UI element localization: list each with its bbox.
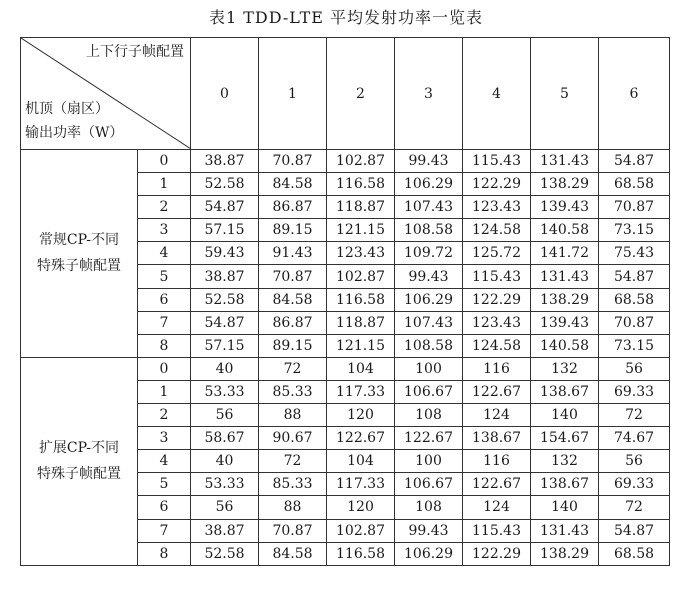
- group-label-cell: [21, 150, 138, 358]
- special-subframe-config-cell: 2: [138, 196, 191, 219]
- power-value-cell: 84.58: [259, 288, 327, 311]
- special-subframe-config-cell: 4: [138, 450, 191, 473]
- special-subframe-config-cell: 5: [138, 473, 191, 496]
- corner-header-cell: [21, 38, 191, 150]
- power-value-cell: 89.15: [259, 219, 327, 242]
- power-value-cell: 124: [463, 496, 531, 519]
- column-header: 2: [327, 38, 395, 150]
- power-value-cell: 116.58: [327, 173, 395, 196]
- power-value-cell: 40: [191, 357, 259, 380]
- power-value-cell: 106.67: [395, 380, 463, 403]
- power-value-cell: 38.87: [191, 519, 259, 542]
- power-value-cell: 53.33: [191, 473, 259, 496]
- power-value-cell: 124: [463, 404, 531, 427]
- power-value-cell: 140: [531, 496, 599, 519]
- power-value-cell: 69.33: [599, 380, 670, 403]
- header-row: [21, 38, 670, 150]
- power-value-cell: 68.58: [599, 173, 670, 196]
- power-value-cell: 108.58: [395, 219, 463, 242]
- power-value-cell: 122.67: [327, 427, 395, 450]
- power-value-cell: 52.58: [191, 173, 259, 196]
- power-value-cell: 100: [395, 450, 463, 473]
- power-value-cell: 140.58: [531, 219, 599, 242]
- power-value-cell: 118.87: [327, 311, 395, 334]
- power-value-cell: 107.43: [395, 196, 463, 219]
- power-value-cell: 131.43: [531, 265, 599, 288]
- power-value-cell: 72: [599, 404, 670, 427]
- special-subframe-config-cell: 0: [138, 357, 191, 380]
- power-value-cell: 116: [463, 357, 531, 380]
- corner-bottom-label: [25, 97, 123, 145]
- power-value-cell: 122.67: [463, 380, 531, 403]
- special-subframe-config-cell: 1: [138, 380, 191, 403]
- power-value-cell: 75.43: [599, 242, 670, 265]
- power-value-cell: 104: [327, 357, 395, 380]
- power-value-cell: 100: [395, 357, 463, 380]
- power-value-cell: 54.87: [599, 519, 670, 542]
- power-value-cell: 38.87: [191, 150, 259, 173]
- power-value-cell: 70.87: [259, 150, 327, 173]
- power-value-cell: 124.58: [463, 219, 531, 242]
- group-label-cell: [21, 357, 138, 565]
- power-value-cell: 139.43: [531, 311, 599, 334]
- power-value-cell: 56: [191, 496, 259, 519]
- power-value-cell: 154.67: [531, 427, 599, 450]
- power-value-cell: 57.15: [191, 219, 259, 242]
- power-value-cell: 122.29: [463, 542, 531, 565]
- power-value-cell: 54.87: [599, 265, 670, 288]
- power-value-cell: 57.15: [191, 334, 259, 357]
- power-value-cell: 90.67: [259, 427, 327, 450]
- power-value-cell: 68.58: [599, 542, 670, 565]
- power-value-cell: 52.58: [191, 288, 259, 311]
- power-value-cell: 58.67: [191, 427, 259, 450]
- power-value-cell: 56: [599, 450, 670, 473]
- power-value-cell: 116.58: [327, 542, 395, 565]
- power-value-cell: 138.67: [463, 427, 531, 450]
- power-value-cell: 108: [395, 404, 463, 427]
- power-value-cell: 89.15: [259, 334, 327, 357]
- power-value-cell: 131.43: [531, 150, 599, 173]
- power-value-cell: 56: [599, 357, 670, 380]
- power-value-cell: 121.15: [327, 219, 395, 242]
- group-label-line2: 特殊子帧配置: [37, 466, 121, 483]
- power-value-cell: 54.87: [599, 150, 670, 173]
- special-subframe-config-cell: 8: [138, 334, 191, 357]
- power-value-cell: 70.87: [259, 519, 327, 542]
- power-value-cell: 120: [327, 496, 395, 519]
- power-value-cell: 117.33: [327, 380, 395, 403]
- power-value-cell: 104: [327, 450, 395, 473]
- power-value-cell: 99.43: [395, 265, 463, 288]
- power-value-cell: 106.67: [395, 473, 463, 496]
- power-value-cell: 102.87: [327, 150, 395, 173]
- power-value-cell: 115.43: [463, 519, 531, 542]
- group-label-line2: 特殊子帧配置: [37, 258, 121, 275]
- power-value-cell: 59.43: [191, 242, 259, 265]
- power-value-cell: 138.29: [531, 288, 599, 311]
- power-value-cell: 138.67: [531, 380, 599, 403]
- power-value-cell: 117.33: [327, 473, 395, 496]
- column-header: 0: [191, 38, 259, 150]
- special-subframe-config-cell: 8: [138, 542, 191, 565]
- power-value-cell: 115.43: [463, 265, 531, 288]
- table-row: [21, 357, 670, 380]
- power-value-cell: 141.72: [531, 242, 599, 265]
- special-subframe-config-cell: 6: [138, 496, 191, 519]
- power-value-cell: 72: [259, 450, 327, 473]
- table-caption: 表1 TDD-LTE 平均发射功率一览表: [208, 8, 484, 27]
- special-subframe-config-cell: 5: [138, 265, 191, 288]
- power-value-cell: 88: [259, 404, 327, 427]
- power-value-cell: 107.43: [395, 311, 463, 334]
- power-value-cell: 99.43: [395, 519, 463, 542]
- power-value-cell: 84.58: [259, 173, 327, 196]
- power-value-cell: 108: [395, 496, 463, 519]
- column-header: 6: [599, 38, 670, 150]
- power-value-cell: 70.87: [599, 311, 670, 334]
- power-value-cell: 138.29: [531, 542, 599, 565]
- power-value-cell: 85.33: [259, 473, 327, 496]
- power-value-cell: 52.58: [191, 542, 259, 565]
- power-value-cell: 124.58: [463, 334, 531, 357]
- column-header: 4: [463, 38, 531, 150]
- power-value-cell: 70.87: [259, 265, 327, 288]
- power-value-cell: 138.29: [531, 173, 599, 196]
- power-value-cell: 99.43: [395, 150, 463, 173]
- power-value-cell: 125.72: [463, 242, 531, 265]
- power-value-cell: 122.29: [463, 288, 531, 311]
- special-subframe-config-cell: 0: [138, 150, 191, 173]
- column-header: 1: [259, 38, 327, 150]
- power-value-cell: 74.67: [599, 427, 670, 450]
- column-header: 3: [395, 38, 463, 150]
- group-label-line1: 扩展CP-不同: [38, 440, 120, 457]
- power-value-cell: 121.15: [327, 334, 395, 357]
- power-value-cell: 139.43: [531, 196, 599, 219]
- power-value-cell: 106.29: [395, 288, 463, 311]
- power-value-cell: 84.58: [259, 542, 327, 565]
- power-value-cell: 140.58: [531, 334, 599, 357]
- power-value-cell: 85.33: [259, 380, 327, 403]
- power-value-cell: 109.72: [395, 242, 463, 265]
- power-value-cell: 54.87: [191, 196, 259, 219]
- power-value-cell: 40: [191, 450, 259, 473]
- corner-bottom-line2: 输出功率（W）: [25, 125, 124, 141]
- power-value-cell: 106.29: [395, 542, 463, 565]
- power-value-cell: 68.58: [599, 288, 670, 311]
- special-subframe-config-cell: 1: [138, 173, 191, 196]
- power-value-cell: 116: [463, 450, 531, 473]
- power-value-cell: 72: [259, 357, 327, 380]
- power-value-cell: 123.43: [463, 196, 531, 219]
- power-value-cell: 120: [327, 404, 395, 427]
- power-value-cell: 106.29: [395, 173, 463, 196]
- corner-top-label: 上下行子帧配置: [86, 44, 184, 60]
- special-subframe-config-cell: 3: [138, 427, 191, 450]
- special-subframe-config-cell: 6: [138, 288, 191, 311]
- power-value-cell: 86.87: [259, 311, 327, 334]
- power-value-cell: 86.87: [259, 196, 327, 219]
- table-row: [21, 150, 670, 173]
- power-value-cell: 122.67: [463, 473, 531, 496]
- power-value-cell: 73.15: [599, 334, 670, 357]
- power-value-cell: 102.87: [327, 265, 395, 288]
- power-value-cell: 72: [599, 496, 670, 519]
- group-label-line1: 常规CP-不同: [38, 232, 120, 249]
- power-value-cell: 122.29: [463, 173, 531, 196]
- power-value-cell: 69.33: [599, 473, 670, 496]
- power-table: [20, 37, 670, 566]
- special-subframe-config-cell: 4: [138, 242, 191, 265]
- power-value-cell: 56: [191, 404, 259, 427]
- power-value-cell: 73.15: [599, 219, 670, 242]
- power-value-cell: 123.43: [327, 242, 395, 265]
- power-value-cell: 118.87: [327, 196, 395, 219]
- special-subframe-config-cell: 2: [138, 404, 191, 427]
- power-value-cell: 123.43: [463, 311, 531, 334]
- power-value-cell: 38.87: [191, 265, 259, 288]
- power-value-cell: 131.43: [531, 519, 599, 542]
- power-value-cell: 132: [531, 357, 599, 380]
- power-value-cell: 140: [531, 404, 599, 427]
- special-subframe-config-cell: 7: [138, 519, 191, 542]
- power-value-cell: 53.33: [191, 380, 259, 403]
- special-subframe-config-cell: 7: [138, 311, 191, 334]
- power-value-cell: 138.67: [531, 473, 599, 496]
- power-value-cell: 102.87: [327, 519, 395, 542]
- power-value-cell: 116.58: [327, 288, 395, 311]
- corner-bottom-line1: 机顶（扇区）: [25, 101, 109, 117]
- power-value-cell: 132: [531, 450, 599, 473]
- power-value-cell: 70.87: [599, 196, 670, 219]
- power-value-cell: 91.43: [259, 242, 327, 265]
- power-value-cell: 88: [259, 496, 327, 519]
- power-value-cell: 54.87: [191, 311, 259, 334]
- special-subframe-config-cell: 3: [138, 219, 191, 242]
- power-value-cell: 115.43: [463, 150, 531, 173]
- power-value-cell: 122.67: [395, 427, 463, 450]
- power-value-cell: 108.58: [395, 334, 463, 357]
- column-header: 5: [531, 38, 599, 150]
